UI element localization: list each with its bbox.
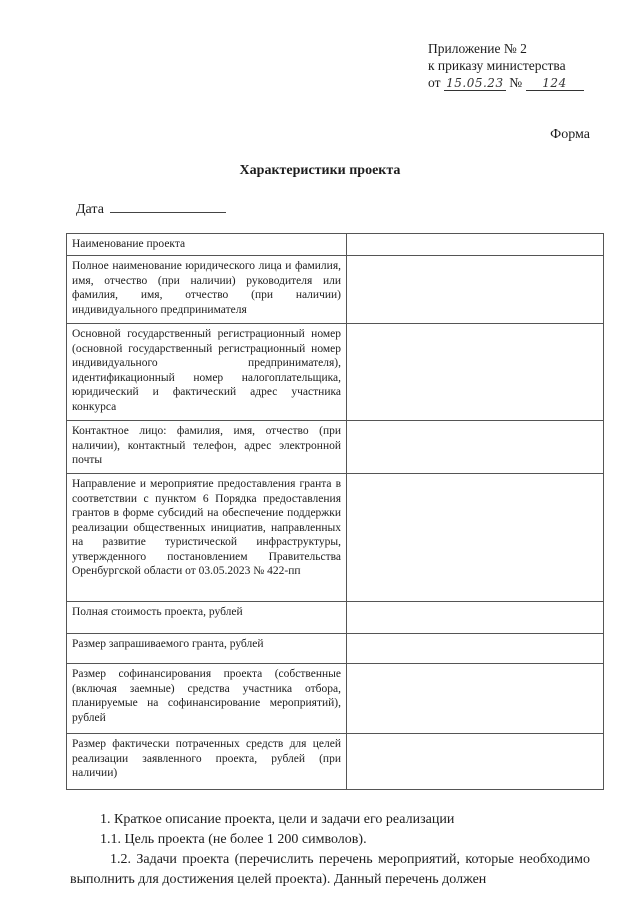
table-row (67, 256, 604, 324)
table-row (67, 664, 604, 734)
row-value (347, 421, 604, 474)
document-title: Характеристики проекта (239, 163, 401, 178)
body-text (70, 810, 590, 890)
appendix-header (428, 40, 628, 91)
row-value (347, 256, 604, 324)
row-value (347, 234, 604, 256)
row-label: Контактное лицо: фамилия, имя, отчество (при наличии), контактный телефон, адрес электронной почты (67, 421, 347, 474)
section-1-1-text: 1.1. Цель проекта (не более 1 200 символов). (100, 832, 367, 847)
appendix-order-ref: к приказу министерства (428, 58, 566, 73)
form-label: Форма (550, 127, 590, 142)
row-label: Направление и мероприятие предоставления гранта в соответствии с пунктом 6 Порядка предоставления грантов в форме субсидий на обеспечение поддержки реализации общественных инициатив, направленных на развитие туристической инфраструктуры, утвержденного постановлением Правительства Оренбургской области от 03.05.2023 № 422-пп (67, 474, 347, 602)
handwritten-order-number: 124 (526, 76, 584, 91)
handwritten-date: 15.05.23 (444, 76, 506, 91)
table-row (67, 602, 604, 634)
section-1-heading: 1. Краткое описание проекта, цели и задачи его реализации (100, 812, 455, 827)
date-blank-line (110, 200, 226, 213)
appendix-from-label: от (428, 75, 441, 90)
row-label: Размер фактически потраченных средств для целей реализации заявленного проекта, рублей (при наличии) (67, 734, 347, 790)
row-label: Полная стоимость проекта, рублей (67, 602, 347, 634)
table-row (67, 474, 604, 602)
table-row (67, 234, 604, 256)
appendix-number: Приложение № 2 (428, 41, 527, 56)
number-sign: № (509, 75, 523, 90)
section-1-2-text: 1.2. Задачи проекта (перечислить перечень мероприятий, которые необходимо выполнить для достижения целей проекта). Данный перечень должен (70, 852, 590, 887)
row-value (347, 474, 604, 602)
date-label: Дата (76, 202, 104, 217)
row-label: Наименование проекта (67, 234, 347, 256)
table-row (67, 634, 604, 664)
row-value (347, 324, 604, 421)
project-characteristics-table (66, 233, 604, 790)
row-value (347, 734, 604, 790)
row-value (347, 634, 604, 664)
table-row (67, 324, 604, 421)
date-field (76, 200, 226, 218)
row-label: Полное наименование юридического лица и фамилия, имя, отчество (при наличии) руководителя или фамилия, имя, отчество (при наличии) индивидуального предпринимателя (67, 256, 347, 324)
appendix-date-number (428, 74, 628, 91)
row-label: Размер запрашиваемого гранта, рублей (67, 634, 347, 664)
row-value (347, 602, 604, 634)
table-row (67, 734, 604, 790)
row-label: Основной государственный регистрационный номер (основной государственный регистрационный номер индивидуального предпринимателя), идентификационный номер налогоплательщика, юридический и фактический адрес участника конкурса (67, 324, 347, 421)
row-label: Размер софинансирования проекта (собственные (включая заемные) средства участника отбора, планируемые на софинансирование мероприятий), рублей (67, 664, 347, 734)
row-value (347, 664, 604, 734)
table-row (67, 421, 604, 474)
